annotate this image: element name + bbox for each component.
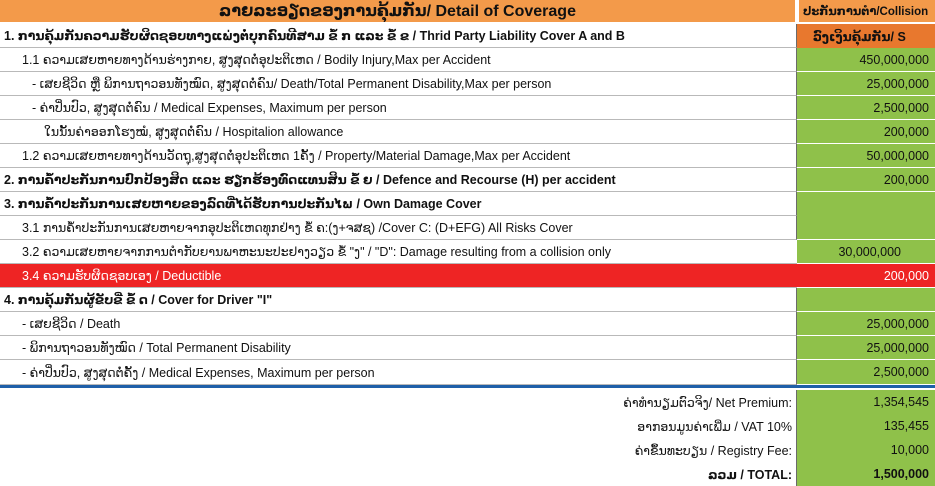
table-row xyxy=(0,240,935,264)
row-value: 25,000,000 xyxy=(797,72,935,96)
table-row xyxy=(0,144,935,168)
registry-fee-value: 10,000 xyxy=(797,438,935,462)
row-label: - ເສຍຊີວິດ / Death xyxy=(0,312,797,336)
summary-row xyxy=(0,390,935,414)
section-divider xyxy=(0,385,935,388)
total-value: 1,500,000 xyxy=(797,462,935,486)
deductible-row xyxy=(0,264,935,288)
row-label: 2. ການຄໍ້າປະກັນການປົກປ້ອງສິດ ແລະ ຮຽກຮ້ອງທົດແທນສິນ ຂໍ້ ຍ / Defence and Recourse (H) per accident xyxy=(0,168,797,192)
table-row xyxy=(0,336,935,360)
row-value: 25,000,000 xyxy=(797,312,935,336)
registry-fee-label: ຄ່າຂຶ້ນທະບຽນ / Registry Fee: xyxy=(0,438,797,462)
collision-column-title: ປະກັນການຕໍາ/Collision xyxy=(799,0,935,24)
table-row xyxy=(0,288,935,312)
summary-row xyxy=(0,462,935,486)
row-label: 1.2 ຄວາມເສຍຫາຍທາງດ້ານວັດຖຸ,ສູງສຸດຕໍ່ອຸປະຕິເຫດ 1ຄັ້ງ / Property/Material Damage,Max per Accident xyxy=(0,144,797,168)
section-1-title: 1. ການຄຸ້ມກັນຄວາມຮັບຜິດຊອບທາງແພ່ງຕໍ່ບຸກຄົນທີສາມ ຂໍ້ ກ ແລະ ຂໍ້ ຂ / Thrid Party Liability Cover A and B xyxy=(0,24,797,48)
row-label: 3.4 ຄວາມຮັບຜິດຊອບເອງ / Deductible xyxy=(0,264,797,288)
row-label: - ຄ່າປິ່ນປົວ, ສູງສຸດຕໍ່ຄົນ / Medical Expenses, Maximum per person xyxy=(0,96,797,120)
table-row xyxy=(0,216,935,240)
row-label: 1.1 ຄວາມເສຍຫາຍທາງດ້ານຮ່າງກາຍ, ສູງສຸດຕໍ່ອຸປະຕິເຫດ / Bodily Injury,Max per Accident xyxy=(0,48,797,72)
net-premium-label: ຄ່າທໍານຽມຕົວຈິງ/ Net Premium: xyxy=(0,390,797,414)
table-header xyxy=(0,0,935,24)
row-value: 2,500,000 xyxy=(797,96,935,120)
row-value: 450,000,000 xyxy=(797,48,935,72)
row-value: 30,000,000 xyxy=(797,240,935,264)
vat-label: ອາກອນມູນຄ່າເພີ່ມ / VAT 10% xyxy=(0,414,797,438)
table-row xyxy=(0,168,935,192)
row-label: ໃນນັ້ນຄ່າອອກໂຮງໝໍ, ສູງສຸດຕໍ່ຄົນ / Hospitalion allowance xyxy=(0,120,797,144)
row-label: 3.1 ການຄໍ້າປະກັນການເສຍຫາຍຈາກອຸປະຕິເຫດທຸກຢ່າງ ຂໍ້ ຄ:(ງ+ຈສຊ) /Cover C: (D+EFG) All Risks Cover xyxy=(0,216,797,240)
row-value xyxy=(797,192,935,216)
table-row xyxy=(0,192,935,216)
row-label: - ເສຍຊີວິດ ຫຼື ພິການຖາວອນທັງໝົດ, ສູງສຸດຕໍ່ຄົນ/ Death/Total Permanent Disability,Max per person xyxy=(0,72,797,96)
table-row xyxy=(0,72,935,96)
row-value xyxy=(797,288,935,312)
row-value: 2,500,000 xyxy=(797,360,935,385)
row-value xyxy=(797,216,935,240)
net-premium-value: 1,354,545 xyxy=(797,390,935,414)
detail-of-coverage-title: ລາຍລະອຽດຂອງການຄຸ້ມກັນ/ Detail of Coverage xyxy=(0,0,797,24)
vat-value: 135,455 xyxy=(797,414,935,438)
row-value: 25,000,000 xyxy=(797,336,935,360)
row-value: 200,000 xyxy=(797,120,935,144)
row-label: 3. ການຄໍ້າປະກັນການເສຍຫາຍຂອງລົດທີ່ໄດ້ຮັບການປະກັນໄພ / Own Damage Cover xyxy=(0,192,797,216)
table-row xyxy=(0,120,935,144)
table-row xyxy=(0,360,935,385)
row-label: - ພິການຖາວອນທັງໝົດ / Total Permanent Disability xyxy=(0,336,797,360)
row-label: - ຄ່າປິ່ນປົວ, ສູງສຸດຕໍ່ຄັ້ງ / Medical Expenses, Maximum per person xyxy=(0,360,797,385)
total-label: ລວມ / TOTAL: xyxy=(0,462,797,486)
row-value: 50,000,000 xyxy=(797,144,935,168)
summary-row xyxy=(0,414,935,438)
table-row xyxy=(0,48,935,72)
sum-insured-column-header: ວົງເງິນຄຸ້ມກັນ/ S xyxy=(797,24,935,48)
section-1-row xyxy=(0,24,935,48)
table-row xyxy=(0,96,935,120)
row-label: 3.2 ຄວາມເສຍຫາຍຈາກການຕໍາກັບຍານພາຫະນະປະຢາງວຽວ ຂໍ້ "ງ" / "D": Damage resulting from a collision only xyxy=(0,240,797,264)
table-row xyxy=(0,312,935,336)
summary-row xyxy=(0,438,935,462)
row-value: 200,000 xyxy=(797,168,935,192)
row-label: 4. ການຄຸ້ມກັນຜູ້ຂັບຂີ່ ຂໍ້ ດ / Cover for Driver "I" xyxy=(0,288,797,312)
row-value: 200,000 xyxy=(797,264,935,288)
